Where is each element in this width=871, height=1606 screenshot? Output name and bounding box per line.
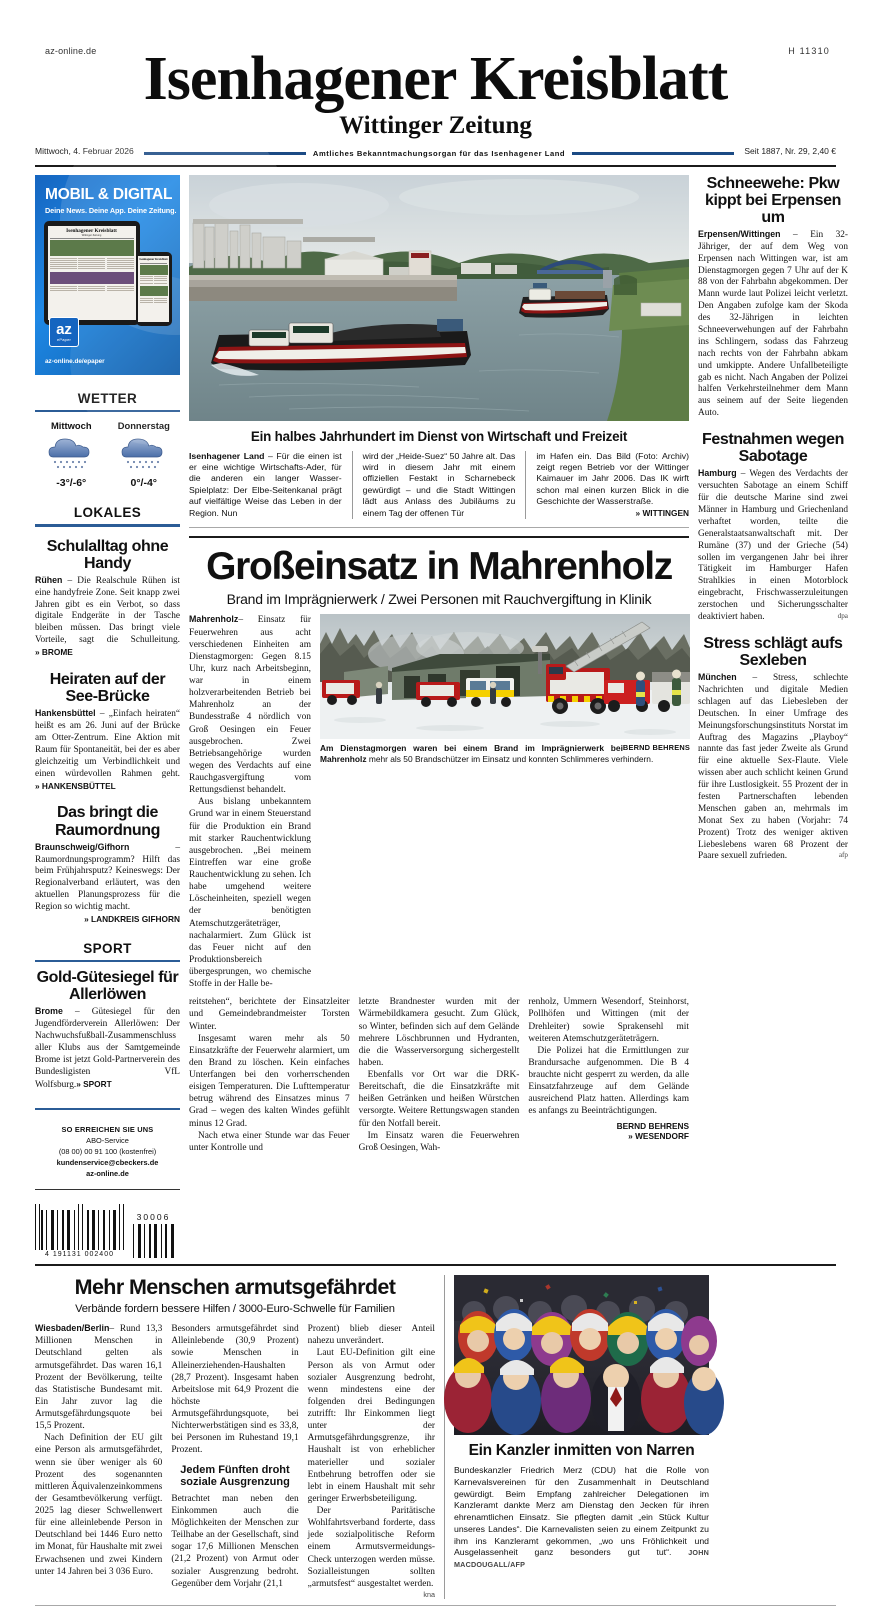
main-story-first-column <box>189 614 311 990</box>
story-body <box>698 229 848 420</box>
ad-headline: MOBIL & DIGITAL <box>45 185 173 203</box>
phone-mockup <box>136 252 172 326</box>
fire-photo-credit: BERND BEHRENS <box>622 743 690 753</box>
sidebar-story-raumordnung[interactable] <box>35 804 180 924</box>
main-story-photo-block <box>320 614 690 990</box>
kanzler-text: Bundeskanzler Friedrich Merz (CDU) hat die Rolle von Karnevalsvereinen für den Zusammenhalt in Deutschland gewürdigt. Beim Empfang zahlreicher Delegationen im Kanzleramt dankte Merz am Dienstag den Jecken für ihren ehrenamtlichen Einsatz. Sie pflegten damit „ein Stück Kultur unseres Landes“. Die Karnevalisten seien zu einem Zeitpunkt zu ihm ins Kanzleramt gekommen, „wo uns Fröhlichkeit und Ausgelassenheit ganz besonders gut tut“. <box>454 1465 709 1558</box>
story-body <box>698 672 848 863</box>
contact-title: SO ERREICHEN SIE UNS <box>61 1125 154 1135</box>
poverty-text-c1p2: Nach Definition der EU gilt eine Person als armutsgefährdet, wenn sie über weniger als 60 Prozent des sogenannten mittleren Äquivalenzeinkommens der Gesamtbevölkerung verfügt. 2025 lag dieser Schwellenwert für eine alleinlebende Person in Deutschland bei 1446 Euro netto im Monat, für Haushalte mit zwei Erwachsenen und zwei Kindern unter 14 Jahren bei 3 036 Euro. <box>35 1433 163 1577</box>
bottom-section <box>35 1275 836 1599</box>
story-agency: afp <box>838 851 848 860</box>
story-headline: Schneewehe: Pkw kippt bei Erpensen um <box>705 174 841 226</box>
barcode-number: 4 191131 002400 <box>45 1251 114 1259</box>
story-text: – Wegen des Verdachts der versuchten Sabotage an einem Schiff für die deutsche Marine sind zwei Männer in Hamburg und Griechenland verhaftet worden, teilte die Generalstaatsanwaltschaft mit. Der Rumäne (37) und der Grieche (54) sollen im vergangenen Jahr bei ihrer Tätigkeit im Hamburger Hafen Strahlkies in einen Motorblock eingebracht, Frischwasserzuleitungen zerstochen und Sicherungsschalter deaktiviert haben. <box>698 469 849 622</box>
ad-subline: Deine News. Deine App. Deine Zeitung. <box>45 205 177 215</box>
story-text: – Die Realschule Rühen ist eine handyfreie Zone. Seit knapp zwei Jahren gibt es ein Verbot, so dass digitale Endgeräte in der Tasche bleiben müssen. Das bringt viele Vorteile, sagt die Schulleitung. <box>35 575 180 646</box>
byline-author: BERND BEHRENS <box>616 1120 690 1131</box>
poverty-agency: kna <box>423 1589 435 1599</box>
main-story-body-columns <box>189 996 689 1154</box>
banner-rule-right <box>572 152 734 155</box>
main-dateline: Mahrenholz <box>189 614 239 625</box>
barcode-addon-number: 30006 <box>136 1212 171 1223</box>
main-byline <box>528 1121 689 1142</box>
story-body <box>35 708 180 793</box>
official-organ-text: Amtliches Bekanntmachungsorgan für das Isenhagener Land <box>312 148 566 158</box>
lead-text-1: – Für die einen ist er eine wichtige Wirtschafts-Ader, für die anderen ein langer Wasser-Spielplatz: Der Elbe-Seitenkanal prägt auf vielfältige Weise das Leben in der Region. Nun <box>189 450 342 518</box>
newspaper-title: Isenhagener Kreisblatt <box>143 45 728 113</box>
tablet-mast-subtitle: Wittinger Zeitung <box>81 233 102 237</box>
column-divider <box>352 451 353 520</box>
contact-top-rule <box>35 1108 180 1111</box>
barcode-block <box>35 1204 180 1258</box>
story-body <box>35 842 180 914</box>
story-reference[interactable]: » SPORT <box>76 1078 112 1089</box>
publication-date: Mittwoch, 4. Februar 2026 <box>35 145 134 156</box>
story-text: – „Einfach heiraten“ heißt es am 26. Juni auf der Brücke am Otter-Zentrum. Eine Aktion mit Raum für Spontaneität, bei der es aber gleichzeitig um Verbindlichkeit und einen würdevollen Rahmen geht. <box>35 709 180 779</box>
story-dateline: Rühen <box>35 574 63 585</box>
sidebar-story-schneewehe[interactable] <box>698 175 848 421</box>
main-column-2 <box>189 996 350 1154</box>
poverty-columns <box>35 1323 435 1599</box>
poverty-dateline: Wiesbaden/Berlin <box>35 1323 110 1334</box>
story-dateline: Erpensen/Wittingen <box>698 228 781 239</box>
main-text-c1p1: – Einsatz für Feuerwehren aus acht verschiedenen Einheiten am Dienstagmorgen: Gegen 8.15 Uhr, kurz nach Arbeitsbeginn, war in einem holzverarbeitenden Betrieb bei Mahrenholz an der Bundesstraße 4 nördlich von Groß Oesingen ein Feuer ausgebrochen. Zwei Betriebsangehörige wurden wegen des Verdachts auf eine Rauchgasvergiftung vom Rettungsdienst behandelt. <box>189 615 311 796</box>
bottom-section-top-rule <box>35 1264 836 1266</box>
ean-barcode <box>35 1204 124 1258</box>
poverty-column-1 <box>35 1323 162 1599</box>
phone-photo <box>140 265 168 275</box>
main-column-3 <box>359 996 520 1154</box>
phone-mast-title: Isenhagener Kreisblatt <box>139 257 168 262</box>
poverty-text-c1p1: – Rund 13,3 Millionen Menschen in Deutschland gelten als armutsgefährdet. Das waren 16,1 Prozent der Bevölkerung, teilte das Statistische Bundesamt mit. Ein Jahr zuvor lag die Armutsgefährdungsquote bei 15,5 Prozent. <box>35 1324 163 1432</box>
main-text-c2p3: Nach etwa einer Stunde war das Feuer unter Kontrolle und <box>189 1130 350 1153</box>
main-text-c2p1: reitstehen“, berichtete der Einsatzleiter und Gemeindebrandmeister Torsten Winter. <box>189 997 350 1032</box>
masthead-postal-code: H 11310 <box>788 46 830 56</box>
poverty-column-3 <box>308 1323 435 1599</box>
poverty-text-c2p1: Besonders armutsgefährdet sind Alleinlebende (30,9 Prozent) sowie Menschen in Alleinerziehenden-Haushalten (28,7 Prozent). Insgesamt haben Arbeitslose mit 64,9 Prozent die höchste Armutsgefährdungsquote, bei Nichterwerbstätigen sind es 33,8, bei Personen im Ruhestand 19,1 Prozent. <box>171 1324 299 1456</box>
main-column-4 <box>528 996 689 1154</box>
addon-barcode-bars <box>133 1224 174 1258</box>
sidebar-story-heiraten[interactable] <box>35 671 180 793</box>
weather-temperature: -3°/-6° <box>56 477 87 490</box>
story-body <box>35 1006 180 1091</box>
lead-dateline: Isenhagener Land <box>189 450 265 461</box>
poverty-subheadline: Verbände fordern bessere Hilfen / 3000-Euro-Schwelle für Familien <box>75 1303 395 1316</box>
phone-photo-2 <box>140 286 168 296</box>
main-text-c3p1: letzte Brandnester wurden mit der Wärmebildkamera gesucht. Zum Glück, so Winter, befinden sich auf dem Gelände mehrere Löschbrunnen und Hydranten, die die Wasserversorgung sichergestellt haben. <box>358 997 520 1068</box>
lead-reference[interactable]: » WITTINGEN <box>635 507 690 518</box>
left-sidebar <box>35 175 180 1259</box>
lead-text-3: im Hafen ein. Das Bild (Foto: Archiv) zeigt regen Betrieb vor der Wittinger Kaimauer im Jahr 2006. Das IK wirft schon mal einen kurzen Blick in die Geschichte der Wasserstraße. <box>536 450 690 507</box>
issue-info: Seit 1887, Nr. 29, 2,40 € <box>744 145 836 156</box>
snow-cloud-icon <box>35 433 108 475</box>
fire-caption-bold: Am Dienstagmorgen waren bei einem Brand im Imprägnierwerk bei Mahrenholz <box>320 743 623 765</box>
story-dateline: München <box>698 672 737 683</box>
story-reference[interactable]: » HANKENSBÜTTEL <box>35 780 116 791</box>
main-text-c3p3: Im Einsatz waren die Feuerwehren Groß Oesingen, Wah- <box>358 1130 520 1153</box>
main-content-column <box>189 175 689 1259</box>
sidebar-story-festnahmen[interactable] <box>698 431 848 624</box>
az-epaper-logo <box>49 317 79 347</box>
story-text: – Gütesiegel für den Jugendförderverein Allerlöwen: Der Nachwuchsfußball-Zusammenschluss aller Klubs aus der Samtgemeinde Brome ist jetzt Gold-Partnerverein des Bundesligisten VfL Wolfsburg. <box>35 1007 180 1090</box>
tablet-photo <box>50 240 134 256</box>
section-header-sport: SPORT <box>83 940 132 956</box>
column-divider <box>525 451 526 520</box>
newspaper-subtitle: Wittinger Zeitung <box>339 111 532 139</box>
tablet-text-block <box>48 258 136 271</box>
kanzler-body <box>454 1465 709 1571</box>
story-body <box>35 575 180 660</box>
epaper-advertisement[interactable] <box>35 175 180 375</box>
poverty-subsection-headline: Jedem Fünften droht soziale Ausgrenzung <box>180 1463 290 1489</box>
story-agency: dpa <box>837 612 848 620</box>
main-text-c1p2: Aus bislang unbekanntem Grund war in einem Steuerstand für die Produktion ein Brand mit starker Rauchentwicklung ausgebrochen. „Bei meinem Eintreffen war eine große Rauchentwicklung zu sehen. Ich habe umgehend weitere Löscheinheiten, speziell wegen der benötigten Atemschutzgeräteträger, nachalarmiert. Zum Glück ist das Feuer nicht auf den Produktionsbereich übergesprungen, wo chemische Stoffe in der Halle be- <box>189 797 311 990</box>
story-dateline: Hankensbüttel <box>35 708 96 719</box>
story-reference[interactable]: » LANDKREIS GIFHORN <box>84 913 180 924</box>
story-body <box>698 468 848 624</box>
poverty-text-c3p3: Der Paritätische Wohlfahrtsverband forderte, dass jede sozialpolitische Reform einem Armutsvermeidungs-Check unterzogen werden müsse. Sozialleistungen sollten „armutsfest“ ausgestaltet werden. <box>307 1506 435 1589</box>
story-headline: Festnahmen wegen Sabotage <box>701 431 845 466</box>
tablet-text-block-2 <box>48 286 136 293</box>
right-sidebar <box>698 175 848 1259</box>
weather-day-name: Donnerstag <box>117 420 170 432</box>
lead-column-3 <box>536 451 689 520</box>
contact-phone[interactable]: (08 00) 00 91 100 (kostenfrei) <box>58 1147 157 1157</box>
kanzler-headline: Ein Kanzler inmitten von Narren <box>468 1442 695 1460</box>
sidebar-story-stress[interactable] <box>698 635 848 863</box>
sport-rule <box>35 960 180 963</box>
section-header-lokales: LOKALES <box>73 505 142 521</box>
main-text-c4p2: Die Polizei hat die Ermittlungen zur Brandursache aufgenommen. Die B 4 brauchte nicht gesperrt zu werden, da alle Einsatzfahrzeuge auf dem Gelände ausreichend Platz hatten. Allerdings kam es anfangs zu Beeinträchtigungen. <box>528 1045 690 1117</box>
kanzler-photo-credit: JOHN MACDOUGALL/AFP <box>454 1548 710 1570</box>
lead-article-columns <box>189 451 689 520</box>
tablet-mockup <box>44 221 140 325</box>
az-logo-subtext: ePaper <box>56 336 72 342</box>
canal-caption-headline: Ein halbes Jahrhundert im Dienst von Wirtschaft und Freizeit <box>250 428 628 444</box>
main-subheadline: Brand im Imprägnierwerk / Zwei Personen mit Rauchvergiftung in Klinik <box>226 591 652 608</box>
sidebar-story-guetesiegel[interactable] <box>35 969 180 1091</box>
barcode-bars <box>35 1204 124 1250</box>
tablet-photo-2 <box>50 272 134 284</box>
weather-day-name: Mittwoch <box>50 420 92 432</box>
masthead-website-url[interactable]: az-online.de <box>45 46 97 56</box>
contact-website[interactable]: az-online.de <box>86 1169 129 1179</box>
contact-abo-service: ABO-Service <box>86 1136 129 1146</box>
ad-device-mockups <box>44 221 172 329</box>
contact-email[interactable]: kundenservice@cbeckers.de <box>56 1158 159 1168</box>
tablet-rule <box>50 238 134 239</box>
byline-reference[interactable]: » WESENDORF <box>628 1130 690 1141</box>
main-story-top-rule <box>189 536 689 538</box>
bottom-section-divider <box>444 1275 445 1599</box>
main-text-c4p1: renholz, Ummern Wesendorf, Steinhorst, Pollhöfen und Wittingen (mit der Drehleiter) sowie Sprakensehl mit weiteren Atemschutzgeräteträgern. <box>528 997 690 1044</box>
contact-bottom-rule <box>35 1189 180 1191</box>
story-headline: Schulalltag ohne Handy <box>46 537 169 572</box>
lead-bottom-rule <box>189 527 689 528</box>
contact-block <box>35 1108 180 1191</box>
fire-scene-photo <box>320 614 690 739</box>
ad-footer-url[interactable]: az-online.de/epaper <box>45 357 105 365</box>
canal-photo <box>189 175 689 421</box>
az-logo-text: az <box>56 320 72 338</box>
story-dateline: Hamburg <box>698 468 737 479</box>
tablet-mast-title: Isenhagener Kreisblatt <box>66 227 117 234</box>
weather-temperature: 0°/-4° <box>130 477 157 490</box>
page-columns <box>35 174 849 1259</box>
main-text-c2p2: Insgesamt waren mehr als 50 Einsatzkräfte der Feuerwehr alarmiert, um den Brand zu löschen. Kein einfaches Unterfangen bei den vorherrschenden eisigen Temperaturen. Die Lufttemperatur betrug während des Einsatzes minus 7 Grad – wegen des kalten Windes gefühlt minus 12 Grad. <box>189 1033 350 1129</box>
story-text: – Raumordnungsprogramm? Hilft das beim Frühjahrsputz? Keineswegs: Der Regionalverband erläutert, was den aktuellen Planungsprozess für die Region so wichtig macht. <box>35 842 180 913</box>
sidebar-story-schulalltag[interactable] <box>35 538 180 660</box>
story-headline: Gold-Gütesiegel für Allerlöwen <box>36 969 179 1004</box>
main-text-c3p2: Ebenfalls vor Ort war die DRK-Bereitschaft, die die Einsatzkräfte mit heißen Getränken und heißen Würstchen versorgte. Weitere Rettungswagen standen für den Notfall bereit. <box>358 1070 520 1129</box>
story-dateline: Braunschweig/Gifhorn <box>35 841 130 852</box>
kanzler-article <box>454 1275 709 1599</box>
section-header-weather: WETTER <box>77 390 138 406</box>
main-story-top-block <box>189 614 689 990</box>
poverty-text-c2p2: Betrachtet man neben den Einkommen auch die Möglichkeiten der Menschen zur Teilhabe an der Gesellschaft, sind sogar 17,6 Millionen Menschen (21,2 Prozent) von Armut oder sozialer Ausgrenzung bedroht. Gegenüber dem Vorjahr (21,1 <box>171 1493 299 1589</box>
lead-column-2 <box>363 451 516 520</box>
story-headline: Heiraten auf der See-Brücke <box>49 670 166 706</box>
story-headline: Das bringt die Raumordnung <box>55 804 160 839</box>
carnival-photo <box>454 1275 709 1435</box>
weather-day-0 <box>35 420 108 489</box>
poverty-text-c3p2: Laut EU-Definition gilt eine Person als von Armut oder sozialer Ausgrenzung bedroht, wenn mindestens eine der folgenden drei Bedingungen zutrifft: Ihr Einkommen liegt unter der Armutsgefährdungsgrenze, ihr Haushalt ist von erheblicher materieller und sozialer Entbehrung betroffen oder sie lebt in einem Haushalt mit sehr geringer Erwerbsbeteiligung. <box>307 1348 435 1504</box>
story-text: – Ein 32-Jähriger, der auf dem Weg von Erpensen nach Wittingen war, ist am Dienstagmorgen gegen 7 Uhr auf der K 88 von der Fahrbahn abgekommen. Der Mann wurde laut Polizei leicht verletzt. Den Angaben zufolge kam der Skoda des 32-Jährigen in leichten Schneeverwehungen auf der Fahrbahn ins Schlingern, sodass das Fahrzeug nach rechts von der Fahrbahn abkam und umkippte. Andere Unfallbeteiligte gab es nicht. Nach Angaben der Polizei halfen Verkehrsteilnehmer dem Mann aus seinem auf der Seite liegenden Auto. <box>698 229 849 419</box>
story-dateline: Brome <box>35 1006 63 1017</box>
poverty-article <box>35 1275 435 1599</box>
story-text: – Stress, schlechte Nachrichten und digitale Medien schlagen auf das Liebesleben der Deutschen. In einer Umfrage des Meinungsforschungsinstituts Norstat im Auftrag des Magazins „Playboy“ nannte das fast jeder Zweite als Grund für eine aktuelle Sex-Flaute. Viele wissen aber auch schlicht keinen Grund für ihre Lustlosigkeit. 55 Prozent der in festen Partnerschaften lebenden Menschen gaben an, mehrmals im Monat Sex zu haben (Vorjahr: 74 Prozent) Trotz des weniger aktiven Liebeslebens waren 68 Prozent der Paare sexuell zufrieden. <box>698 673 848 862</box>
story-headline: Stress schlägt aufs Sexleben <box>703 634 843 669</box>
lead-column-1 <box>189 451 342 520</box>
lead-text-2: wird der „Heide-Suez“ 50 Jahre alt. Das wird in diesem Jahr mit einem offiziellen Festakt in Scharnebeck gewürdigt – und die Stadt Wittingen lädt aus Anlass des Jubiläums zu einem Tag der offenen Tür <box>362 450 516 518</box>
fire-caption-rest: mehr als 50 Brandschützer im Einsatz und konnten Schlimmeres verhindern. <box>368 754 654 765</box>
main-headline: Großeinsatz in Mahrenholz <box>206 545 672 589</box>
poverty-headline: Mehr Menschen armutsgefährdet <box>74 1275 396 1300</box>
ean-addon-barcode <box>133 1212 174 1258</box>
lokales-rule <box>35 524 180 527</box>
fire-photo-caption <box>320 743 690 765</box>
poverty-column-2 <box>171 1323 298 1599</box>
poverty-text-c3p1: Prozent) blieb dieser Anteil nahezu unverändert. <box>307 1324 435 1347</box>
story-reference[interactable]: » BROME <box>35 647 73 658</box>
